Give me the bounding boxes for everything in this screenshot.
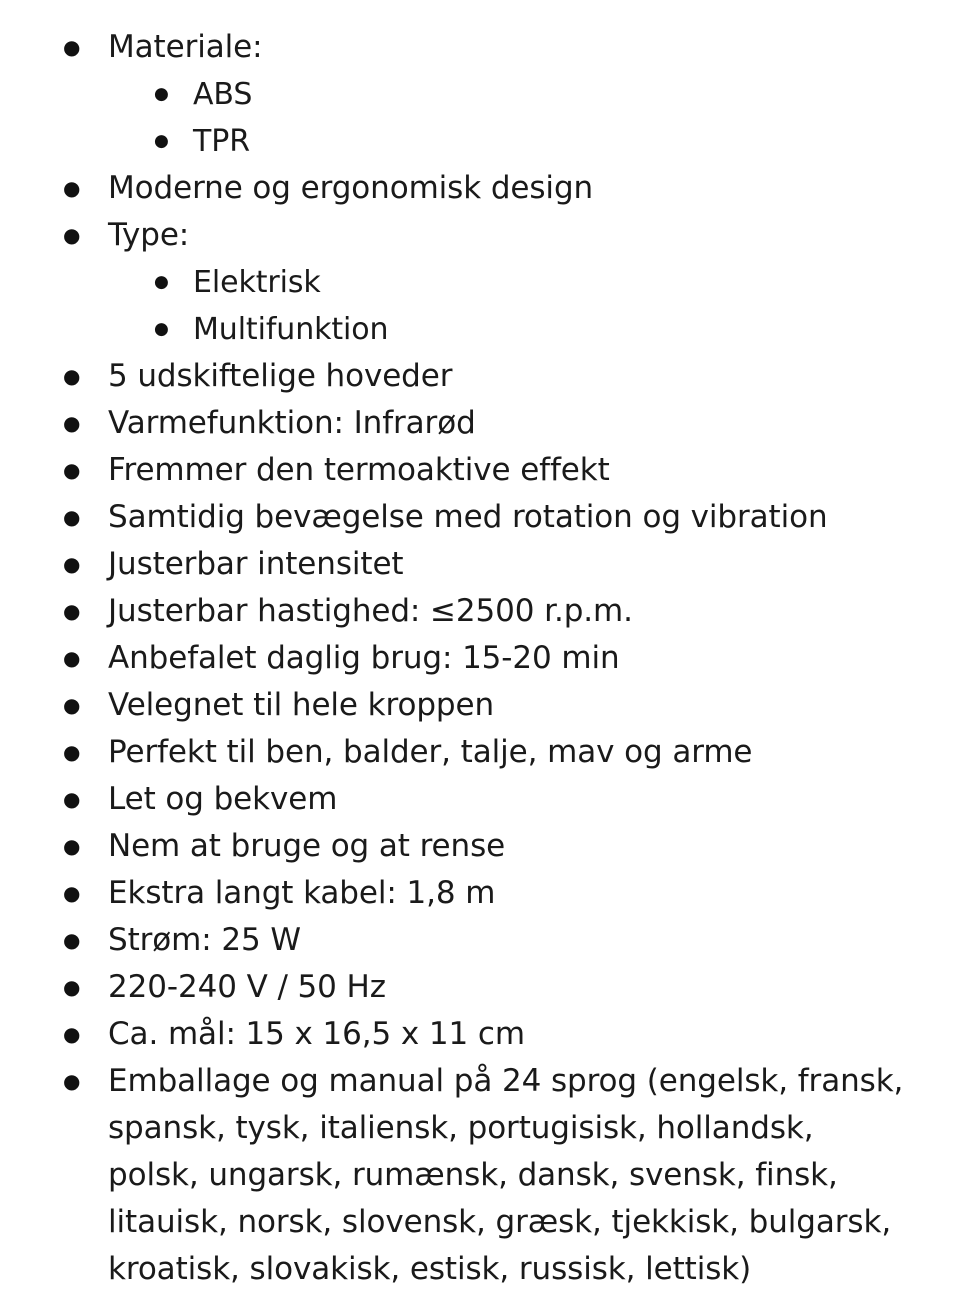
bullet-icon: ● — [63, 646, 81, 670]
spec-list-item — [0, 823, 960, 870]
spec-item-label: Multifunktion — [193, 312, 389, 347]
spec-list-item — [0, 400, 960, 447]
spec-item-label: Materiale: — [108, 29, 263, 65]
spec-item-label: ABS — [193, 77, 253, 112]
bullet-icon: ● — [154, 131, 169, 151]
bullet-icon: ● — [63, 740, 81, 764]
bullet-icon: ● — [63, 1069, 81, 1093]
spec-item-label: Samtidig bevægelse med rotation og vibration — [108, 499, 828, 535]
spec-list-item — [0, 118, 960, 165]
spec-list-item — [0, 635, 960, 682]
bullet-icon: ● — [154, 84, 169, 104]
spec-item-label: Velegnet til hele kroppen — [108, 687, 495, 723]
spec-list-item — [0, 541, 960, 588]
spec-item-label: Justerbar intensitet — [108, 546, 404, 582]
spec-list-item — [0, 917, 960, 964]
spec-item-label: Moderne og ergonomisk design — [108, 170, 594, 206]
spec-list-item — [0, 165, 960, 212]
spec-item-label: Fremmer den termoaktive effekt — [108, 452, 610, 488]
spec-list-item — [0, 259, 960, 306]
bullet-icon: ● — [63, 223, 81, 247]
spec-item-label: Type: — [108, 217, 190, 253]
spec-item-label: TPR — [193, 124, 250, 159]
spec-item-label: Emballage og manual på 24 sprog (engelsk, fransk, spansk, tysk, italiensk, portugisisk, hollandsk, polsk, ungarsk, rumænsk, dansk, svensk, finsk, litauisk, norsk, slovensk, græsk, tjekkisk, bulgarsk, kroatisk, slovakisk, estisk, russisk, lettisk) — [108, 1063, 904, 1287]
spec-list-item — [0, 1058, 960, 1293]
bullet-icon: ● — [63, 599, 81, 623]
spec-list-item — [0, 1011, 960, 1058]
bullet-icon: ● — [63, 834, 81, 858]
spec-item-label: Strøm: 25 W — [108, 922, 301, 958]
spec-list-item — [0, 24, 960, 71]
bullet-icon: ● — [63, 1022, 81, 1046]
bullet-icon: ● — [63, 787, 81, 811]
bullet-icon: ● — [63, 975, 81, 999]
bullet-icon: ● — [63, 693, 81, 717]
spec-list-item — [0, 729, 960, 776]
bullet-icon: ● — [63, 364, 81, 388]
bullet-icon: ● — [63, 505, 81, 529]
spec-item-label: 220-240 V / 50 Hz — [108, 969, 386, 1005]
spec-item-label: Perfekt til ben, balder, talje, mav og arme — [108, 734, 753, 770]
bullet-icon: ● — [154, 272, 169, 292]
spec-list-item — [0, 776, 960, 823]
spec-item-label: Anbefalet daglig brug: 15-20 min — [108, 640, 620, 676]
bullet-icon: ● — [63, 35, 81, 59]
bullet-icon: ● — [63, 928, 81, 952]
spec-item-label: Varmefunktion: Infrarød — [108, 405, 476, 441]
spec-list-item — [0, 494, 960, 541]
spec-list-item — [0, 71, 960, 118]
spec-list-item — [0, 870, 960, 917]
spec-list-item — [0, 682, 960, 729]
spec-item-label: Let og bekvem — [108, 781, 338, 817]
spec-list-item — [0, 447, 960, 494]
spec-list-item — [0, 588, 960, 635]
spec-item-label: Justerbar hastighed: ≤2500 r.p.m. — [108, 593, 633, 629]
spec-list-item — [0, 212, 960, 259]
bullet-icon: ● — [63, 176, 81, 200]
spec-list-item — [0, 353, 960, 400]
specification-list — [0, 24, 960, 1293]
spec-item-label: Ca. mål: 15 x 16,5 x 11 cm — [108, 1016, 525, 1052]
bullet-icon: ● — [63, 552, 81, 576]
spec-item-label: 5 udskiftelige hoveder — [108, 358, 453, 394]
spec-item-label: Ekstra langt kabel: 1,8 m — [108, 875, 496, 911]
bullet-icon: ● — [63, 411, 81, 435]
spec-list-item — [0, 964, 960, 1011]
spec-item-label: Elektrisk — [193, 265, 321, 300]
bullet-icon: ● — [63, 881, 81, 905]
spec-list-item — [0, 306, 960, 353]
bullet-icon: ● — [154, 319, 169, 339]
bullet-icon: ● — [63, 458, 81, 482]
spec-item-label: Nem at bruge og at rense — [108, 828, 506, 864]
